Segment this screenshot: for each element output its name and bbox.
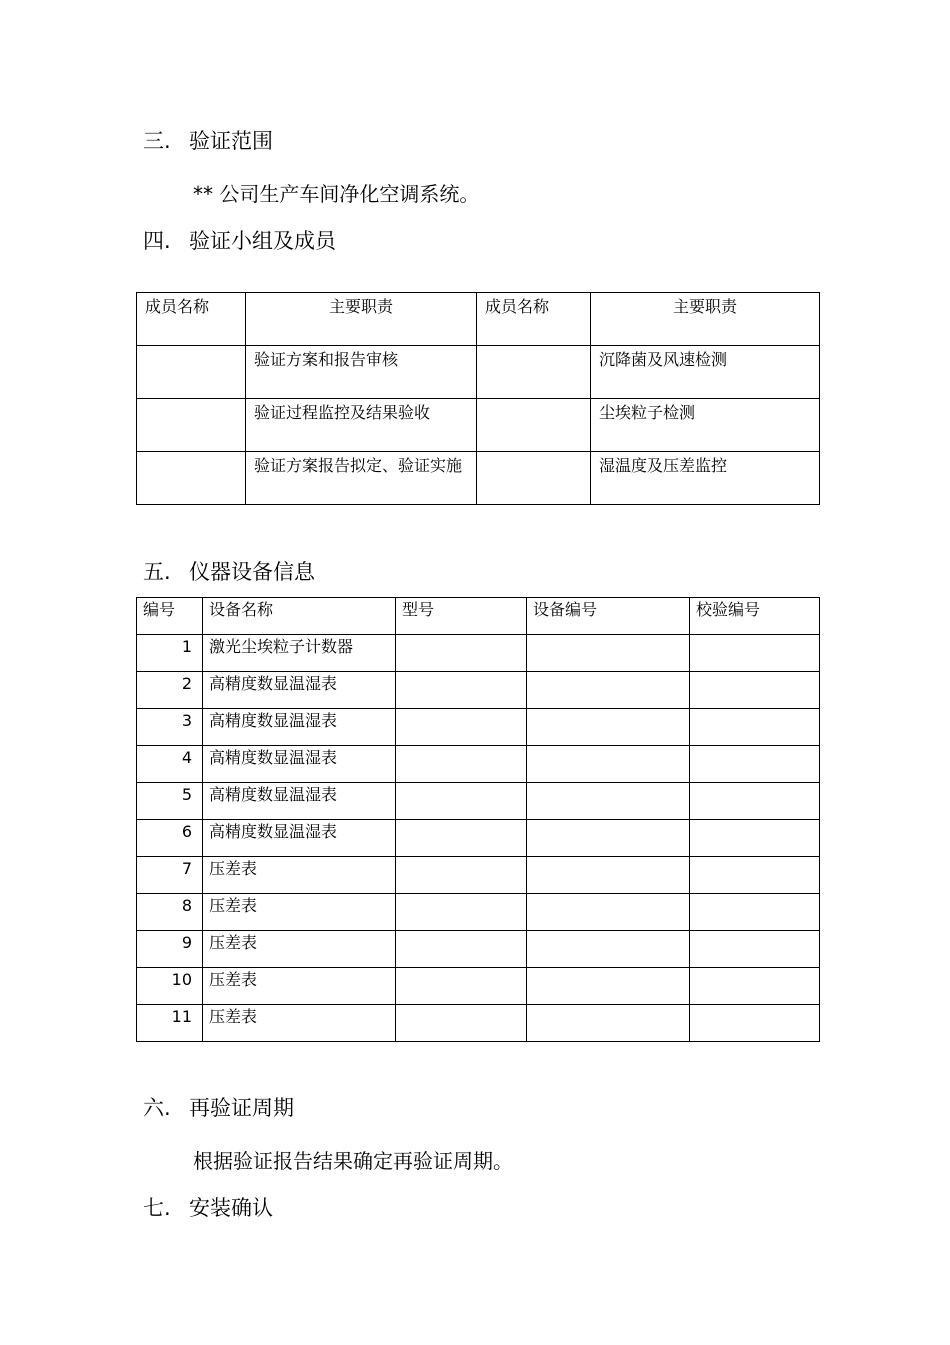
equipment-index-cell: 10 xyxy=(137,968,203,1005)
equipment-cell xyxy=(396,783,527,820)
equipment-cell xyxy=(396,894,527,931)
equipment-index-cell: 7 xyxy=(137,857,203,894)
team-header-cell: 成员名称 xyxy=(137,293,246,346)
team-table-row xyxy=(137,346,820,399)
team-table-header-row xyxy=(137,293,820,346)
section-4-heading xyxy=(143,229,336,253)
equipment-index-cell: 3 xyxy=(137,709,203,746)
equipment-cell xyxy=(527,783,690,820)
equipment-table xyxy=(136,597,820,1042)
section-6-title: 再验证周期 xyxy=(189,1096,294,1120)
equipment-cell xyxy=(690,968,820,1005)
team-cell xyxy=(137,346,246,399)
section-4-title: 验证小组及成员 xyxy=(189,229,336,253)
equipment-cell xyxy=(527,1005,690,1042)
equipment-cell xyxy=(527,931,690,968)
equipment-cell xyxy=(396,857,527,894)
section-3-title: 验证范围 xyxy=(189,129,273,153)
equipment-cell xyxy=(690,1005,820,1042)
equipment-cell: 压差表 xyxy=(203,1005,396,1042)
equipment-cell xyxy=(396,635,527,672)
equipment-index-cell: 8 xyxy=(137,894,203,931)
equipment-cell: 高精度数显温湿表 xyxy=(203,746,396,783)
equipment-cell xyxy=(690,783,820,820)
equipment-cell xyxy=(527,857,690,894)
equipment-cell xyxy=(527,709,690,746)
team-header-cell: 成员名称 xyxy=(477,293,591,346)
equipment-cell xyxy=(396,672,527,709)
team-cell xyxy=(137,399,246,452)
equipment-cell xyxy=(396,931,527,968)
equipment-cell xyxy=(396,1005,527,1042)
equipment-cell: 压差表 xyxy=(203,931,396,968)
equipment-index-cell: 6 xyxy=(137,820,203,857)
team-table-row xyxy=(137,452,820,505)
equipment-cell xyxy=(690,820,820,857)
section-6-number: 六. xyxy=(143,1096,171,1120)
equipment-cell xyxy=(527,820,690,857)
equipment-index-cell: 1 xyxy=(137,635,203,672)
equipment-cell xyxy=(527,746,690,783)
section-3-text: ** 公司生产车间净化空调系统。 xyxy=(193,182,480,206)
team-cell: 验证方案和报告审核 xyxy=(246,346,477,399)
equipment-header-cell: 型号 xyxy=(396,598,527,635)
equipment-index-cell: 11 xyxy=(137,1005,203,1042)
equipment-table-header-row xyxy=(137,598,820,635)
equipment-table-row xyxy=(137,709,820,746)
equipment-cell xyxy=(690,672,820,709)
equipment-index-cell: 4 xyxy=(137,746,203,783)
section-5-title: 仪器设备信息 xyxy=(189,560,315,584)
equipment-cell: 高精度数显温湿表 xyxy=(203,820,396,857)
equipment-table-row xyxy=(137,968,820,1005)
equipment-table-row xyxy=(137,1005,820,1042)
section-3-heading xyxy=(143,129,273,153)
equipment-cell xyxy=(527,672,690,709)
equipment-cell xyxy=(396,709,527,746)
team-members-table xyxy=(136,292,820,505)
section-3-number: 三. xyxy=(143,129,171,153)
equipment-index-cell: 5 xyxy=(137,783,203,820)
team-cell: 验证方案报告拟定、验证实施 xyxy=(246,452,477,505)
team-cell xyxy=(137,452,246,505)
equipment-cell: 高精度数显温湿表 xyxy=(203,672,396,709)
equipment-cell xyxy=(690,857,820,894)
equipment-cell xyxy=(690,894,820,931)
equipment-cell xyxy=(690,635,820,672)
team-cell xyxy=(477,346,591,399)
equipment-table-row xyxy=(137,672,820,709)
team-cell: 验证过程监控及结果验收 xyxy=(246,399,477,452)
equipment-table-row xyxy=(137,857,820,894)
equipment-header-cell: 设备编号 xyxy=(527,598,690,635)
equipment-table-row xyxy=(137,894,820,931)
equipment-index-cell: 2 xyxy=(137,672,203,709)
equipment-table-row xyxy=(137,931,820,968)
equipment-cell xyxy=(690,709,820,746)
team-header-cell: 主要职责 xyxy=(591,293,820,346)
equipment-header-cell: 编号 xyxy=(137,598,203,635)
equipment-cell xyxy=(527,635,690,672)
equipment-table-row xyxy=(137,635,820,672)
equipment-cell: 压差表 xyxy=(203,968,396,1005)
equipment-cell xyxy=(396,820,527,857)
team-cell: 尘埃粒子检测 xyxy=(591,399,820,452)
equipment-table-row xyxy=(137,783,820,820)
section-7-number: 七. xyxy=(143,1196,171,1220)
team-table-row xyxy=(137,399,820,452)
equipment-header-cell: 设备名称 xyxy=(203,598,396,635)
equipment-cell xyxy=(396,746,527,783)
team-cell: 湿温度及压差监控 xyxy=(591,452,820,505)
equipment-cell: 压差表 xyxy=(203,857,396,894)
equipment-cell xyxy=(690,746,820,783)
equipment-cell xyxy=(527,894,690,931)
equipment-cell: 压差表 xyxy=(203,894,396,931)
section-5-heading xyxy=(143,560,315,584)
equipment-cell xyxy=(396,968,527,1005)
equipment-index-cell: 9 xyxy=(137,931,203,968)
equipment-cell: 激光尘埃粒子计数器 xyxy=(203,635,396,672)
equipment-cell: 高精度数显温湿表 xyxy=(203,783,396,820)
team-cell: 沉降菌及风速检测 xyxy=(591,346,820,399)
section-6-text: 根据验证报告结果确定再验证周期。 xyxy=(193,1149,513,1173)
equipment-table-row xyxy=(137,820,820,857)
equipment-table-row xyxy=(137,746,820,783)
section-7-title: 安装确认 xyxy=(189,1196,273,1220)
equipment-cell xyxy=(527,968,690,1005)
team-cell xyxy=(477,452,591,505)
equipment-header-cell: 校验编号 xyxy=(690,598,820,635)
section-5-number: 五. xyxy=(143,560,171,584)
team-cell xyxy=(477,399,591,452)
section-6-heading xyxy=(143,1096,294,1120)
equipment-cell xyxy=(690,931,820,968)
section-4-number: 四. xyxy=(143,229,171,253)
equipment-cell: 高精度数显温湿表 xyxy=(203,709,396,746)
section-7-heading xyxy=(143,1196,273,1220)
team-header-cell: 主要职责 xyxy=(246,293,477,346)
